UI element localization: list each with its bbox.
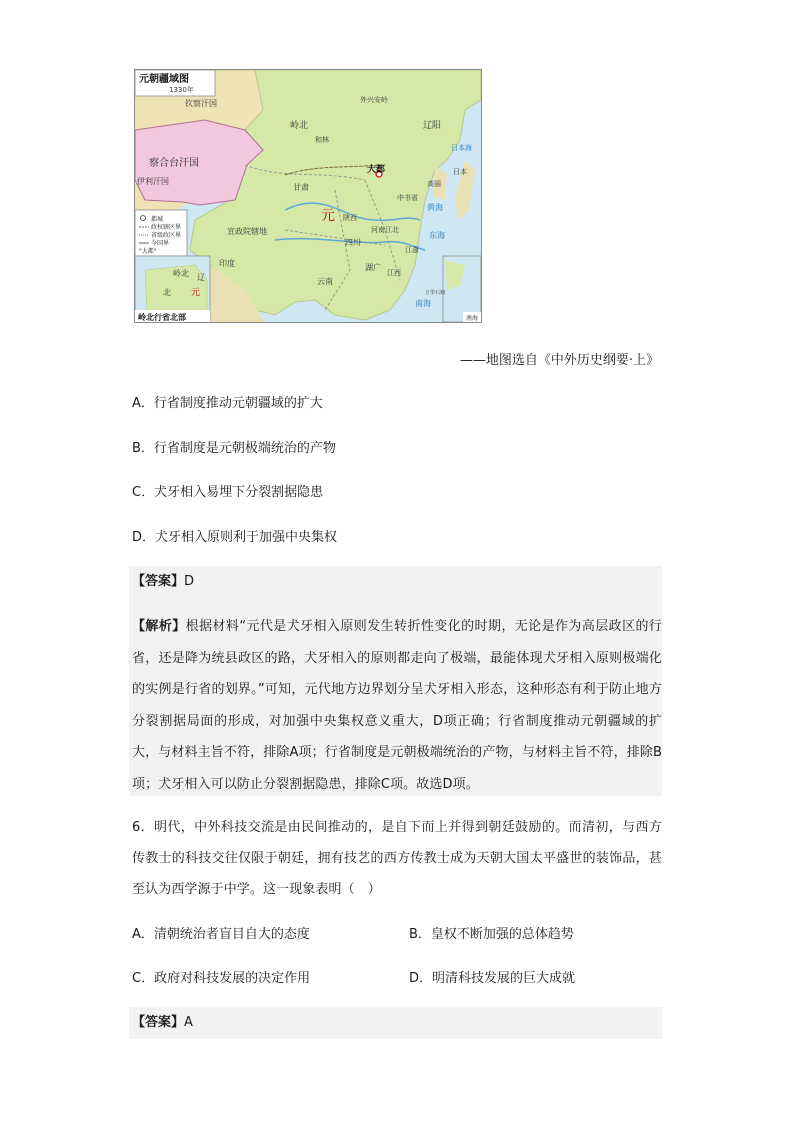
label-yuan: 元 bbox=[321, 208, 335, 224]
q5-analysis bbox=[132, 611, 662, 800]
label-waixinganling: 外兴安岭 bbox=[360, 96, 388, 104]
label-yili: 伊利汗国 bbox=[137, 177, 169, 186]
label-donghai: 东海 bbox=[429, 231, 445, 240]
legend-capital: 都城 bbox=[151, 216, 164, 223]
q6-answer-block bbox=[129, 1007, 662, 1039]
label-chagatai: 察合台汗国 bbox=[149, 158, 199, 169]
q5-option-c: C．犬牙相入易埋下分裂割据隐患 bbox=[132, 485, 324, 500]
map-title: 元朝疆域图 bbox=[139, 74, 189, 85]
q5-option-d: D．犬牙相入原则利于加强中央集权 bbox=[132, 530, 338, 545]
legend-note: "大都" bbox=[139, 248, 157, 255]
q6-option-c: C．政府对科技发展的决定作用 bbox=[132, 971, 311, 986]
label-sichuan: 四川 bbox=[345, 238, 361, 247]
svg-text:北: 北 bbox=[163, 288, 171, 297]
label-yunnan: 云南 bbox=[317, 277, 333, 286]
inset-title: 岭北行省北部 bbox=[138, 313, 186, 322]
q5-analysis-text: 根据材料“元代是犬牙相入原则发生转折性变化的时期，无论是作为高层政区的行省，还是降为统县政区的路，犬牙相入的原则都走向了极端，最能体现犬牙相入原则极端化的实例是行省的划界。”可知，元代地方边界划分呈犬牙相入形态，这种形态有利于防止地方分裂割据局面的形成，对加强中央集权意义重大，D项正确；行省制度推动元朝疆域的扩大，与材料主旨不符，排除A项；行省制度是元朝极端统治的产物，与材料主旨不符，排除B项；犬牙相入可以防止分裂割据隐患，排除C项。故选D项。 bbox=[132, 619, 663, 792]
svg-text:辽: 辽 bbox=[197, 273, 205, 282]
label-shaanxi: 陕西 bbox=[343, 214, 357, 222]
label-jiangzhe: 江浙 bbox=[405, 246, 419, 254]
label-dadu: 大都 bbox=[367, 165, 386, 175]
label-gaoli: 高丽 bbox=[427, 180, 441, 188]
label-yindu: 印度 bbox=[219, 259, 235, 268]
q5-analysis-label: 【解析】 bbox=[132, 619, 186, 634]
label-henan: 河南江北 bbox=[371, 226, 399, 234]
q6-answer-label: 【答案】 bbox=[132, 1015, 185, 1030]
label-qincha: 钦察汗国 bbox=[185, 99, 217, 108]
q5-answer-label: 【答案】 bbox=[132, 574, 185, 589]
inset2-title: 南海 bbox=[466, 315, 479, 322]
svg-text:元: 元 bbox=[191, 288, 201, 298]
q5-option-b: B．行省制度是元朝极端统治的产物 bbox=[132, 441, 336, 456]
q6-answer bbox=[132, 1013, 193, 1033]
label-wanli: 万里石塘 bbox=[425, 290, 446, 296]
label-zhongshu: 中书省 bbox=[397, 194, 418, 202]
legend-province-border: 省级政区界 bbox=[151, 232, 182, 239]
label-riben: 日本 bbox=[453, 168, 467, 176]
label-lingbei: 岭北 bbox=[290, 121, 309, 131]
legend-modern-border: 今国界 bbox=[151, 240, 170, 247]
label-helin: 和林 bbox=[315, 136, 329, 144]
label-huanghai: 黄海 bbox=[427, 203, 443, 212]
legend-regime-border: 政权辖区界 bbox=[151, 224, 182, 231]
yuan-territory-map bbox=[134, 69, 482, 323]
q6-answer-value: A bbox=[184, 1015, 193, 1030]
q5-answer bbox=[132, 572, 194, 592]
map-year: 1330年 bbox=[169, 86, 194, 94]
label-gansu: 甘肃 bbox=[293, 183, 309, 192]
q6-option-a: A．清朝统治者盲目自大的态度 bbox=[132, 927, 310, 942]
q6-stem: 6．明代，中外科技交流是由民间推动的，是自下而上并得到朝廷鼓励的。而清初，与西方传教士的科技交往仅限于朝廷，拥有技艺的西方传教士成为天朝大国太平盛世的装饰品，甚至认为西学源于中学。这一现象表明（ ） bbox=[132, 820, 662, 897]
label-ribenhai: 日本海 bbox=[451, 144, 472, 152]
q5-option-a: A．行省制度推动元朝疆域的扩大 bbox=[132, 396, 323, 411]
label-huguang: 湖广 bbox=[365, 263, 381, 272]
label-jiangxi: 江西 bbox=[387, 269, 401, 277]
svg-text:岭北: 岭北 bbox=[173, 269, 189, 278]
map-source: ——地图选自《中外历史纲要·上》 bbox=[459, 353, 659, 368]
label-liaoyang: 辽阳 bbox=[423, 121, 442, 131]
label-nanhai: 南海 bbox=[415, 299, 431, 308]
q6-option-b: B．皇权不断加强的总体趋势 bbox=[409, 927, 574, 942]
label-xuanzheng: 宣政院辖地 bbox=[227, 227, 267, 236]
q5-answer-value: D bbox=[184, 574, 195, 589]
q6-option-d: D．明清科技发展的巨大成就 bbox=[409, 971, 576, 986]
